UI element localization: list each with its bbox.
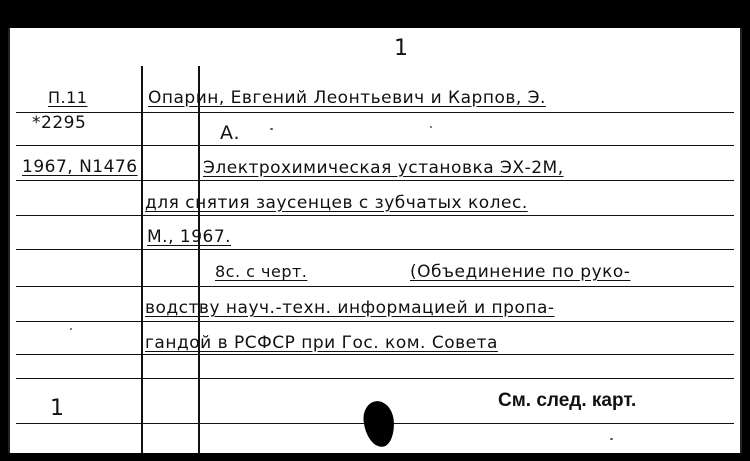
scan-speck (430, 126, 432, 128)
ruled-line (16, 180, 734, 181)
ruled-line (16, 145, 734, 146)
ruled-line (16, 286, 734, 287)
catalog-card (8, 28, 742, 453)
scan-speck (610, 438, 613, 440)
ink-blot (362, 400, 397, 449)
ruled-line (16, 378, 734, 379)
scan-speck (270, 128, 273, 130)
inventory-number: *2295 (32, 113, 87, 133)
ruled-line (16, 249, 734, 250)
margin-line-left (141, 66, 143, 453)
title-line-2: для снятия заусенцев с зубчатых колес. (145, 193, 528, 213)
publisher-line-3: гандой в РСФСР при Гос. ком. Совета (145, 333, 498, 353)
authors-line: Опарин, Евгений Леонтьевич и Карпов, Э. (148, 88, 546, 108)
title-line-1: Электрохимическая установка ЭХ-2М, (203, 158, 564, 178)
margin-line-right (198, 66, 200, 453)
publisher-line-2: водству науч.-техн. информацией и пропа- (145, 298, 555, 318)
imprint: М., 1967. (147, 227, 232, 247)
ruled-line (16, 354, 734, 355)
ruled-line (16, 112, 734, 113)
scan-speck (70, 328, 72, 330)
authors-continuation: А. (220, 122, 241, 144)
continuation-note: См. след. карт. (498, 390, 637, 411)
page-number: 1 (394, 36, 409, 61)
call-number: П.11 (48, 88, 88, 107)
ruled-line (16, 215, 734, 216)
collation: 8с. с черт. (215, 262, 308, 281)
bottom-number: 1 (50, 396, 65, 421)
card-top-border (0, 0, 742, 28)
year-code: 1967, N1476 (22, 157, 138, 177)
ruled-line (16, 321, 734, 322)
publisher-line-1: (Объединение по руко- (410, 262, 631, 282)
